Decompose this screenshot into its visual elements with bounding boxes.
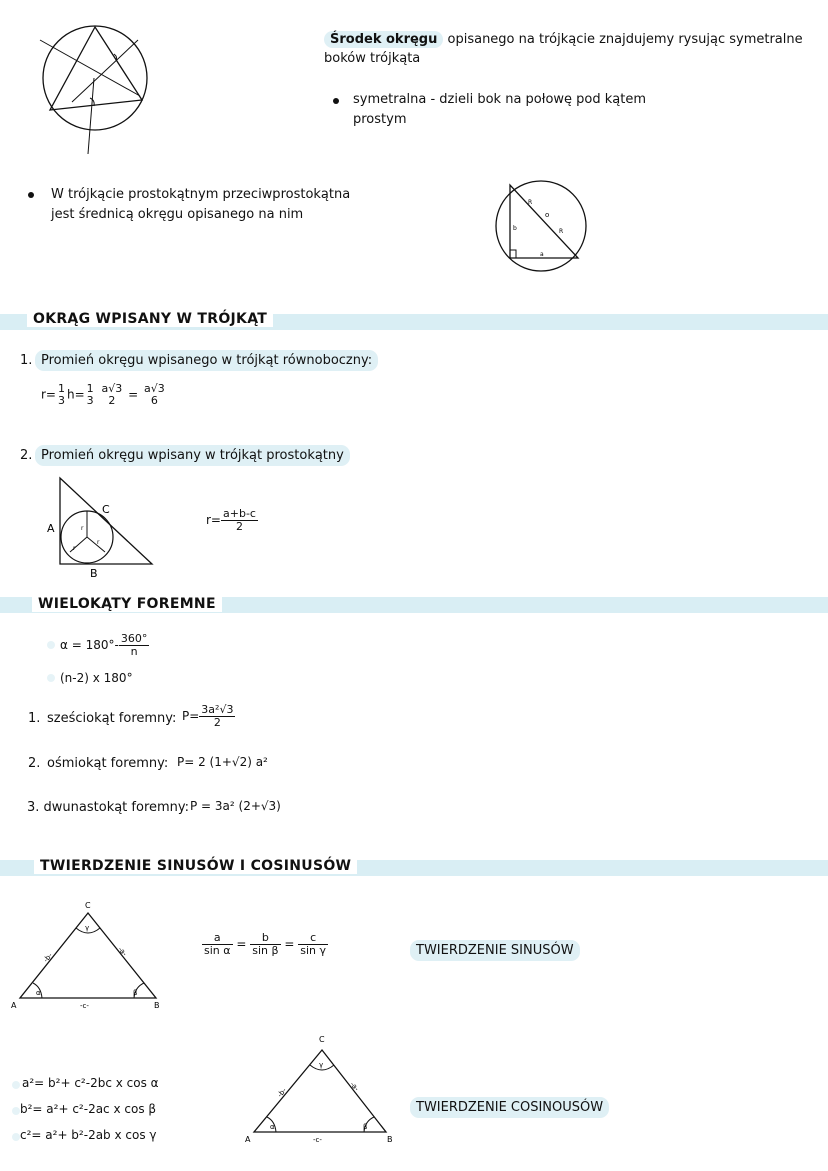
inscribed-item1-number: 1.: [20, 353, 33, 368]
frac-num: c: [298, 932, 328, 945]
hexagon-number: 1.: [28, 711, 41, 726]
label-r: r: [73, 545, 76, 552]
label-B: B: [90, 567, 98, 580]
frac-num: a√3: [143, 382, 165, 395]
frac-den: 2: [235, 520, 243, 533]
frac-num: a: [202, 932, 233, 945]
right-triangle-radius-formula: [206, 508, 258, 533]
label-r: r: [97, 539, 100, 546]
bisector-note-line2: prostym: [353, 112, 407, 127]
frac-den: sin γ: [300, 944, 326, 957]
label-A: A: [245, 1135, 251, 1144]
frac-den: 6: [150, 394, 158, 407]
frac-den: 2: [213, 716, 221, 729]
sine-law-title: TWIERDZENIE SINUSÓW: [410, 940, 580, 961]
frac-num: 3a²√3: [201, 703, 234, 716]
label-alpha: α: [270, 1123, 275, 1131]
label-b: b: [513, 225, 517, 232]
sine-triangle-figure: [8, 895, 178, 1015]
inscribed-item2-number: 2.: [20, 448, 33, 463]
label-A: A: [11, 1001, 17, 1010]
circumcircle-title: [324, 30, 803, 49]
label-C: C: [319, 1035, 325, 1044]
interior-angle-formula: [60, 633, 149, 658]
frac-num: 1: [86, 382, 94, 395]
label-A: A: [47, 522, 55, 535]
frac-num: b: [250, 932, 280, 945]
label-gamma: γ: [319, 1061, 324, 1069]
bullet-dot: [28, 192, 34, 198]
formula-eq: =: [128, 387, 139, 402]
cosine-triangle-figure: [240, 1028, 405, 1148]
dodecagon-label: 3. dwunastokąt foremny:: [27, 800, 190, 815]
label-gamma: γ: [85, 924, 90, 932]
label-C: C: [85, 901, 91, 910]
frac-den: sin β: [252, 944, 279, 957]
frac-num: 360°: [120, 632, 148, 645]
octagon-label: ośmiokąt foremny:: [47, 756, 169, 771]
label-B: B: [387, 1135, 393, 1144]
equilateral-radius-formula: [41, 383, 167, 407]
label-B: B: [154, 1001, 160, 1010]
formula-h: h=: [67, 387, 85, 402]
circumcircle-title-bold: Środek okręgu: [324, 31, 443, 48]
formula-p: P=: [182, 709, 200, 723]
label-beta: β: [363, 1123, 368, 1131]
bullet-dot: [333, 98, 339, 104]
bullet-dot: [12, 1133, 20, 1141]
frac-num: a+b-c: [223, 507, 256, 520]
label-o: o: [545, 211, 550, 219]
circumcircle-title-rest: opisanego na trójkącie znajdujemy rysując symetralne: [447, 32, 803, 47]
bullet-dot: [47, 674, 55, 682]
frac-den: 2: [108, 394, 116, 407]
formula-eq: =: [236, 937, 247, 951]
frac-den: 3: [86, 394, 94, 407]
circumcircle-figure: [30, 18, 160, 158]
circumcircle-title-line2: boków trójkąta: [324, 51, 421, 66]
bisector-note-line1: symetralna - dzieli bok na połowę pod kątem: [353, 92, 647, 107]
bullet-dot: [12, 1107, 20, 1115]
label-a: a: [540, 251, 544, 258]
frac-den: n: [130, 645, 138, 658]
inscribed-item1-label: Promień okręgu wpisanego w trójkąt równoboczny:: [35, 350, 378, 371]
octagon-number: 2.: [28, 756, 41, 771]
frac-num: 1: [58, 382, 65, 395]
label-alpha: α: [36, 989, 41, 997]
label-side-c: -c-: [80, 1002, 89, 1010]
label-side-c: -c-: [313, 1136, 322, 1144]
cosine-law-c: c²= a²+ b²-2ab x cos γ: [20, 1128, 157, 1142]
hexagon-area-formula: [182, 704, 235, 729]
incircle-figure: [40, 472, 165, 582]
label-side-a: -a-: [116, 945, 129, 958]
label-r: r: [81, 525, 84, 532]
formula-alpha: α = 180°-: [60, 638, 119, 652]
bullet-dot: [12, 1081, 20, 1089]
formula-eq: =: [284, 937, 295, 951]
label-C: C: [102, 503, 110, 516]
label-side-a: -a-: [348, 1080, 361, 1093]
sincos-heading: TWIERDZENIE SINUSÓW I COSINUSÓW: [34, 858, 357, 874]
cosine-law-b: b²= a²+ c²-2ac x cos β: [20, 1102, 157, 1116]
bullet-dot: [47, 641, 55, 649]
inscribed-item2-label: Promień okręgu wpisany w trójkąt prostokątny: [35, 445, 350, 466]
sine-law-formula: [202, 932, 328, 957]
right-triangle-circumcircle-figure: [490, 178, 600, 278]
hexagon-label: sześciokąt foremny:: [47, 711, 177, 726]
frac-num: a√3: [101, 382, 123, 395]
octagon-area-formula: P= 2 (1+√2) a²: [177, 755, 268, 769]
cosine-law-title: TWIERDZENIE COSINOUSÓW: [410, 1097, 609, 1118]
polygons-heading: WIELOKĄTY FOREMNE: [32, 596, 222, 612]
formula-r: r=: [206, 513, 221, 527]
frac-den: sin α: [204, 944, 231, 957]
formula-r: r=: [41, 387, 56, 402]
label-side-b: -b-: [275, 1086, 289, 1099]
frac-den: 3: [58, 394, 65, 407]
dodecagon-area-formula: P = 3a² (2+√3): [190, 799, 281, 813]
inscribed-heading: OKRĄG WPISANY W TRÓJKĄT: [27, 311, 273, 327]
label-R1: R: [528, 199, 533, 206]
hypotenuse-note-line2: jest średnicą okręgu opisanego na nim: [51, 207, 304, 222]
cosine-law-a: a²= b²+ c²-2bc x cos α: [22, 1076, 159, 1090]
label-side-b: -b-: [41, 951, 55, 964]
label-R2: R: [559, 228, 564, 235]
label-beta: β: [133, 989, 138, 997]
hypotenuse-note-line1: W trójkącie prostokątnym przeciwprostokątna: [51, 187, 351, 202]
angle-sum-formula: (n-2) x 180°: [60, 671, 133, 685]
